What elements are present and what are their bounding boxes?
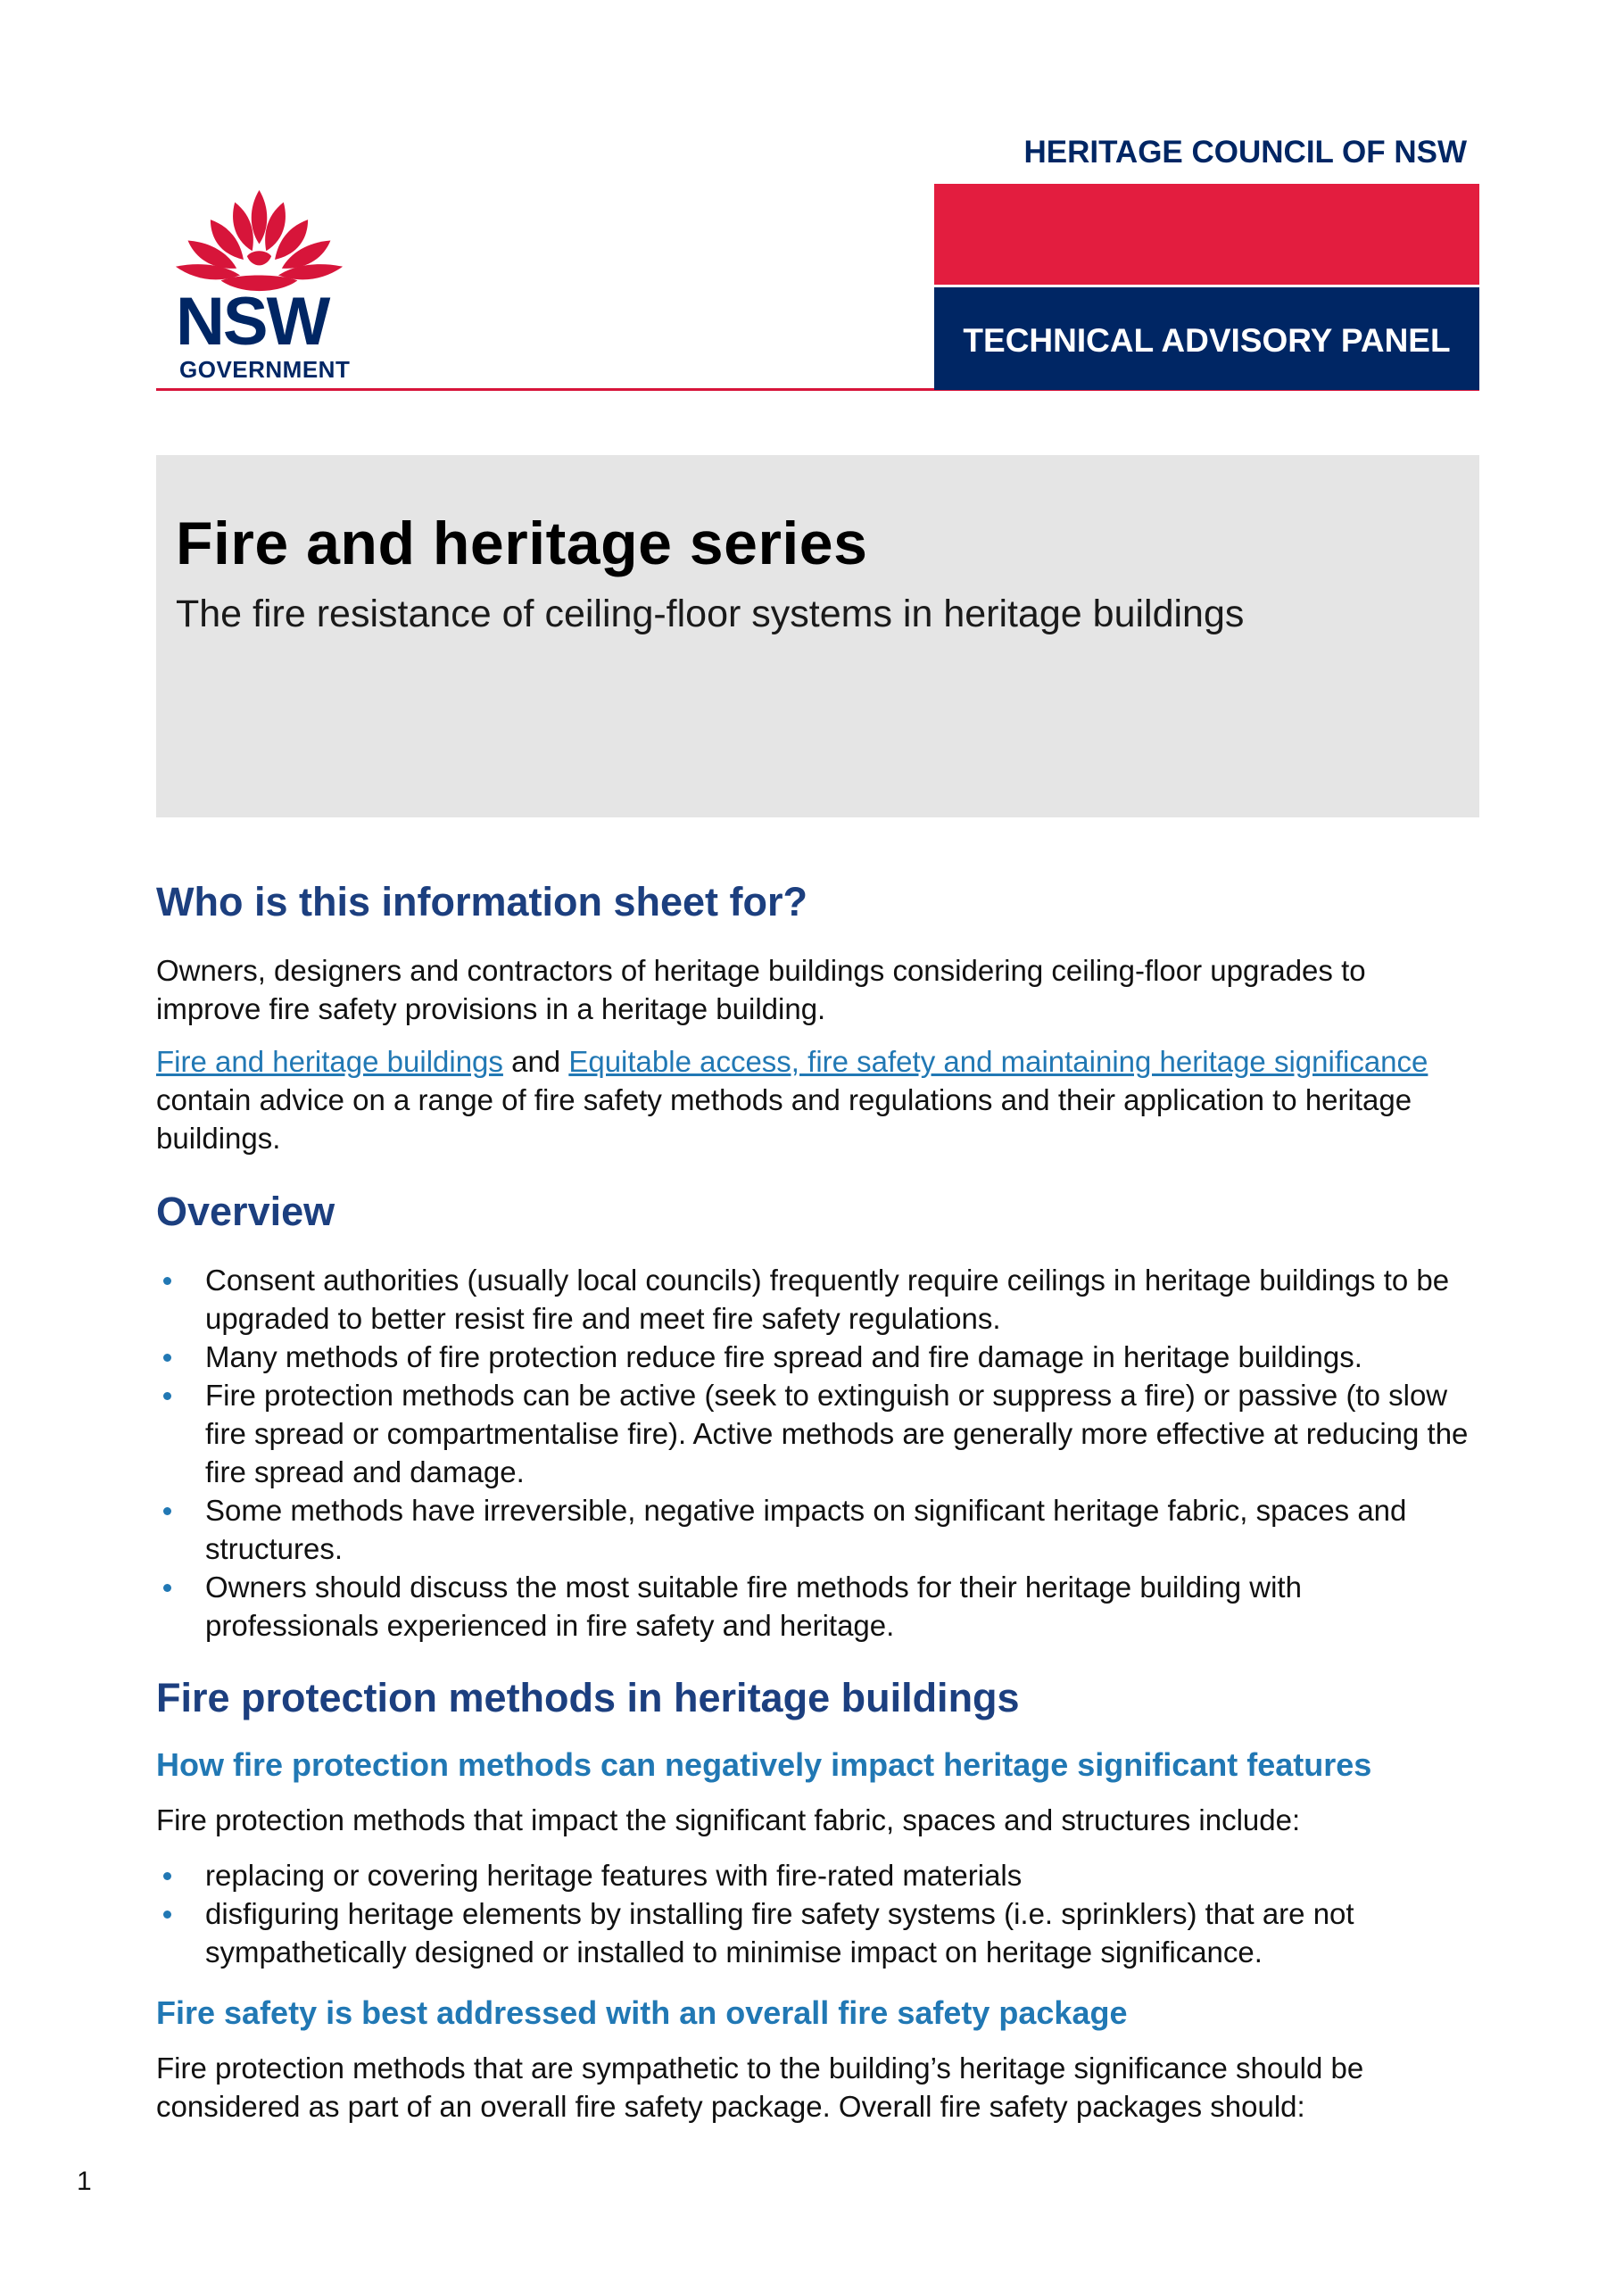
list-item: disfiguring heritage elements by installing fire safety systems (i.e. sprinklers) that are not sympathetically designed or installed to minimise impact on heritage significance.	[156, 1894, 1477, 1971]
fire-safety-package-paragraph: Fire protection methods that are sympathetic to the building’s heritage significance should be considered as part of an overall fire safety package. Overall fire safety packages should:	[156, 2051, 1364, 2123]
list-item: Consent authorities (usually local councils) frequently require ceilings in heritage buildings to be upgraded to better resist fire and meet fire safety regulations.	[156, 1261, 1477, 1338]
list-item: Some methods have irreversible, negative impacts on significant heritage fabric, spaces and structures.	[156, 1491, 1477, 1568]
negative-impact-intro: Fire protection methods that impact the significant fabric, spaces and structures include:	[156, 1803, 1301, 1836]
negative-impact-list	[156, 1856, 1477, 1971]
bullet-icon	[163, 1872, 171, 1880]
header-red-band	[934, 184, 1479, 285]
link-equitable-access[interactable]: Equitable access, fire safety and maintaining heritage significance	[568, 1045, 1428, 1078]
subheading-fire-safety-package: Fire safety is best addressed with an overall fire safety package	[156, 1994, 1128, 2031]
list-item: Many methods of fire protection reduce fire spread and fire damage in heritage buildings.	[156, 1338, 1477, 1376]
bullet-icon	[163, 1392, 171, 1400]
heading-who: Who is this information sheet for?	[156, 879, 807, 924]
subheading-negative-impact: How fire protection methods can negatively impact heritage significant features	[156, 1746, 1372, 1783]
link-fire-and-heritage-buildings[interactable]: Fire and heritage buildings	[156, 1045, 503, 1078]
panel-label: TECHNICAL ADVISORY PANEL	[963, 321, 1451, 359]
who-links-paragraph	[156, 1042, 1477, 1157]
links-paragraph-rest: contain advice on a range of fire safety methods and regulations and their application to heritage buildings.	[156, 1083, 1412, 1155]
nsw-government-logo	[156, 183, 361, 388]
heading-methods: Fire protection methods in heritage buildings	[156, 1675, 1020, 1720]
council-name: HERITAGE COUNCIL OF NSW	[1023, 135, 1467, 170]
who-paragraph: Owners, designers and contractors of heritage buildings considering ceiling-floor upgrades to improve fire safety provisions in a heritage building.	[156, 954, 1366, 1025]
overview-list	[156, 1261, 1477, 1645]
title-box	[156, 455, 1479, 817]
bullet-icon	[163, 1354, 171, 1362]
page-number: 1	[77, 2167, 92, 2196]
overview-list-container	[156, 1261, 1477, 1645]
bullet-icon	[163, 1277, 171, 1285]
list-item: replacing or covering heritage features with fire-rated materials	[156, 1856, 1477, 1894]
document-subtitle: The fire resistance of ceiling-floor systems in heritage buildings	[176, 593, 1245, 635]
list-item: Owners should discuss the most suitable fire methods for their heritage building with professionals experienced in fire safety and heritage.	[156, 1568, 1477, 1645]
list-item: Fire protection methods can be active (seek to extinguish or suppress a fire) or passive (to slow fire spread or compartmentalise fire). Active methods are generally more effective at reducing the fire spread and damage.	[156, 1376, 1477, 1491]
negative-impact-list-container	[156, 1856, 1477, 1971]
bullet-icon	[163, 1911, 171, 1919]
logo-wordmark: NSW	[176, 284, 329, 360]
panel-banner	[934, 287, 1479, 390]
bullet-icon	[163, 1584, 171, 1592]
link-connector: and	[502, 1045, 569, 1078]
document-title: Fire and heritage series	[176, 510, 868, 577]
bullet-icon	[163, 1507, 171, 1515]
heading-overview: Overview	[156, 1189, 335, 1234]
logo-subtext: GOVERNMENT	[179, 356, 351, 383]
